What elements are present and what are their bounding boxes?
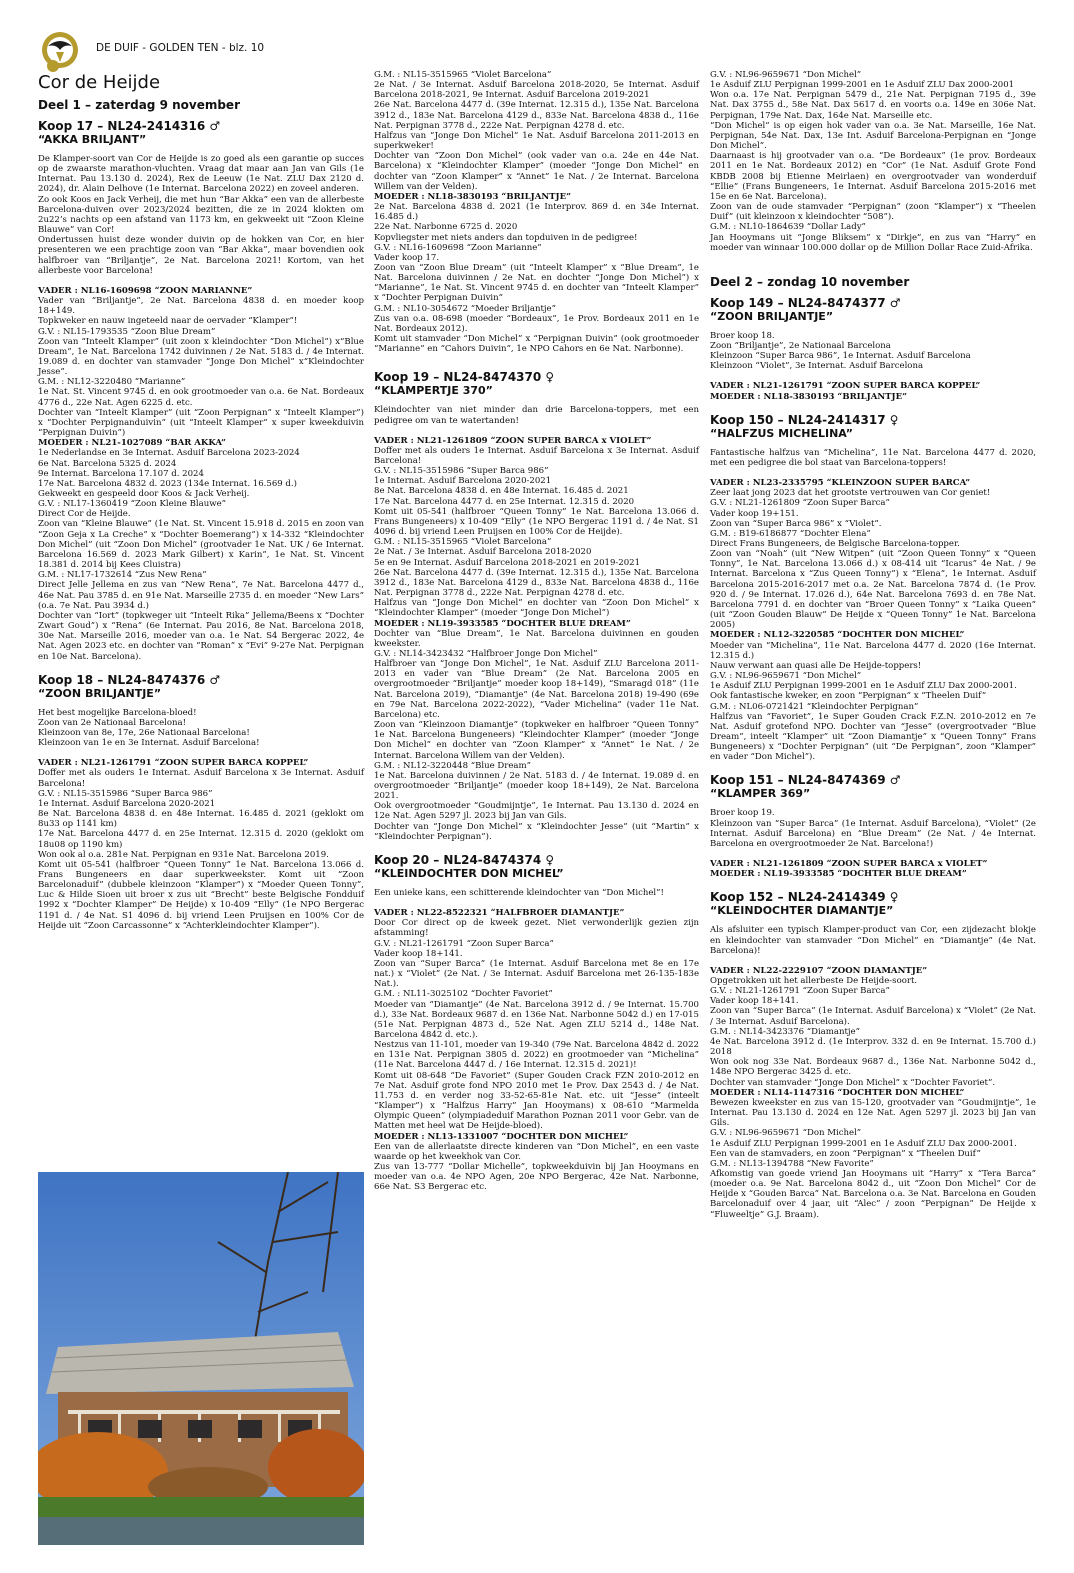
text-line: Zoon van 2e Nationaal Barcelona! [38, 717, 187, 728]
text-line: Zoon van “Super Barca” (1e Internat. Asduif Barcelona) x “Violet” (2e Nat. / 3e Internat. Asduif Barcelona). [710, 1006, 1036, 1027]
text-line: Direct Frans Bungeneers, de Belgische Barcelona-topper. [710, 539, 960, 549]
text-line: G.V. : NL21-1261791 “Zoon Super Barca” [710, 986, 890, 997]
text-line: Vader koop 19+151. [710, 508, 799, 519]
text-line: Moeder van “Diamantje” (4e Nat. Barcelona 3912 d. / 9e Internat. 15.700 d.), 33e Nat. Bordeaux 9687 d. en 136e Nat. Narbonne 5042 d.) en 17-015 (51e Nat. Perpignan 4873 d., 52e Nat. Agen ZLU 5214 d., 148e Nat. Barcelona 4842 d. etc.). [374, 999, 699, 1040]
text-line: 1e Asduif ZLU Perpignan 1999-2001 en 1e Asduif ZLU Dax 2000-2001. [710, 1138, 1017, 1149]
koop-149-heading: Koop 149 – NL24-8474377 ♂ [710, 295, 901, 310]
text-line: G.V. : NL96-9659671 “Don Michel” [710, 671, 862, 682]
text-line: Kleinzoon “Violet”, 3e Internat. Asduif Barcelona [710, 361, 924, 372]
koop-149-moeder-heading: MOEDER : NL18-3830193 “BRILJANTJE” [710, 391, 907, 402]
text-line: “Don Michel” is op eigen hok vader van o.a. 3e Nat. Marseille, 16e Nat. Perpignan, 54e Nat. Dax, 13e Int. Asduif Barcelona-Perpignan en “Jonge Don Michel”. [710, 120, 1036, 152]
koop-151-heading: Koop 151 – NL24-8474369 ♂ [710, 773, 901, 788]
koop-18-gm-lines [374, 80, 699, 192]
koop-20-heading: Koop 20 – NL24-8474374 ♀ [374, 852, 555, 867]
koop-20-name: “KLEINDOCHTER DON MICHEL” [374, 866, 564, 880]
koop-17-intro-1: De Klamper-soort van Cor de Heijde is zo goed als een garantie op succes op de zwaarste marathon-vluchten. Vraag dat maar aan Jan van Gils (1e Internat. Pau 13.130 d. 2024), Rex de Leeuw (1e Nat. ZLU Dax 2120 d. 2024), dr. Alain Delhove (1e Internat. Barcelona 2022) en zoveel anderen. [38, 154, 364, 195]
text-line: 2e Nat. Barcelona 4838 d. 2021 (1e Interprov. 869 d. en 34e Internat. 16.485 d.) [374, 202, 699, 223]
text-line: Halfzus van “Favoriet”, 1e Super Gouden Crack F.Z.N. 2010-2012 en 7e Nat. Asduif grotefond NPO. Dochter van “Jesse” (overgrootvader “Blue Dream”, inteelt “Klamper” uit “Zoon Diamantje” x “Queen Tonny” Frans Bungeneers) x “Dochter Perpignan” (uit “De Perpignan”, zoon “Klamper” en vader “Don Michel”). [710, 711, 1036, 763]
koop-19-heading: Koop 19 – NL24-8474370 ♀ [374, 370, 555, 385]
text-line: 17e Nat. Barcelona 4477 d. en 25e Internat. 12.315 d. 2020 [374, 496, 635, 507]
text-line: Kleinzoon van 8e, 17e, 26e Nationaal Barcelona! [38, 727, 250, 738]
text-line: G.V. : NL15-3515986 “Super Barca 986” [374, 466, 549, 477]
koop-19-vader-lines [374, 446, 699, 619]
koop-149-lines [710, 331, 1036, 372]
koop-17-name: “AKKA BRILJANT” [38, 133, 147, 146]
text-line: G.V. : NL16-1609698 “Zoon Marianne” [374, 242, 542, 253]
text-line: Het best mogelijke Barcelona-bloed! [38, 707, 197, 718]
text-line: 26e Nat. Barcelona 4477 d. (39e Internat. 12.315 d.), 135e Nat. Barcelona 3912 d., 183e Nat. Barcelona 4129 d., 833e Nat. Barcelona 4838 d., 116e Nat. Perpignan 3778 d., 222e Nat. Perpignan 4278 d. etc. [374, 100, 699, 131]
text-line: Zoon van “Super Barca 986” x “Violet”. [710, 518, 882, 529]
text-line: G.V. : NL14-3423432 “Halfbroer Jonge Don Michel” [374, 648, 598, 659]
column-1 [38, 70, 364, 931]
text-line: G.M. : NL17-1732614 “Zus New Rena” [38, 570, 207, 581]
koop-20-vader-heading: VADER : NL22-8522321 “HALFBROER DIAMANTJE” [374, 908, 625, 919]
koop-19-intro: Kleindochter van niet minder dan drie Barcelona-toppers, met een pedigree om van te watertanden! [374, 405, 699, 426]
text-line: Doffer met als ouders 1e Internat. Asduif Barcelona x 3e Internat. Asduif Barcelona! [374, 445, 699, 466]
koop-150-name: “HALFZUS MICHELINA” [710, 426, 854, 440]
text-line: Komt uit 05-541 (halfbroer “Queen Tonny” 1e Nat. Barcelona 13.066 d. Frans Bungeneers) x 10-409 “Elly” (1e NPO Bergerac 1191 d. / 4e Nat. S1 4096 d. bij vriend Leen Pruijsen en 100% Cor de Heijde). [374, 506, 699, 538]
koop-20-intro: Een unieke kans, een schitterende kleindochter van “Don Michel”! [374, 887, 664, 898]
koop-152-vader-lines [710, 976, 1036, 1088]
text-line: 17e Nat. Barcelona 4832 d. 2023 (134e Internat. 16.569 d.) [38, 478, 297, 489]
koop-20-moeder-lines [374, 1142, 699, 1193]
text-line: G.M. : NL15-3515965 “Violet Barcelona” [374, 537, 552, 548]
koop-17-intro-2: Zo ook Koos en Jack Verheij, die met hun “Bar Akka” een van de allerbeste Barcelona-duiven over 2023/2024 bezitten, die ze in 2024 klokten om 2u22’s nachts op een afstand van 1173 km, en gekweekt uit “Zoon Kleine Blauwe” van Cor! [38, 194, 364, 236]
koop-18-moeder-lines [374, 202, 699, 354]
text-line: Vader koop 17. [374, 252, 440, 263]
text-line: Dochter van “Jonge Don Michel” x “Kleindochter Jesse” (uit “Martin” x “Kleindochter Perpignan”). [374, 821, 699, 842]
koop-18-gm-heading: G.M. : NL15-3515965 “Violet Barcelona” [374, 70, 552, 80]
text-line: Dochter van “Inteelt Klamper” (uit “Zoon Perpignan” x “Inteelt Klamper”) x “Dochter Perpignanduivin” (uit “Inteelt Klamper” x super kweekduivin “Perpignan Duivin”) [38, 407, 364, 439]
text-line: 5e en 9e Internat. Asduif Barcelona 2018-2021 en 2019-2021 [374, 557, 641, 568]
koop-152-intro: Als afsluiter een typisch Klamper-product van Cor, een zijdezacht blokje en kleindochter van stamvader “Don Michel” en “Diamantje” (4e Nat. Barcelona)! [710, 925, 1036, 956]
koop-152-heading: Koop 152 – NL24-2414349 ♀ [710, 890, 899, 905]
koop-18-name: “ZOON BRILJANTJE” [38, 686, 162, 700]
text-line: Zoon van de oude stamvader “Perpignan” (zoon “Klamper”) x “Theelen Duif” (uit kleinzoon x kleindochter “508”). [710, 202, 1036, 223]
text-line: G.V. : NL15-1793535 “Zoon Blue Dream” [38, 326, 216, 337]
text-line: Kleinzoon van 1e en 3e Internat. Asduif Barcelona! [38, 738, 260, 749]
text-line: Door Cor direct op de kweek gezet. Niet verwonderlijk gezien zijn afstamming! [374, 918, 699, 939]
koop-151-name: “KLAMPER 369” [710, 787, 811, 801]
text-line: Won o.a. 17e Nat. Perpignan 5479 d., 21e Nat. Perpignan 7195 d., 39e Nat. Dax 3755 d., 58e Nat. Dax 5617 d. en voorts o.a. 149e en 306e Nat. Perpignan, 179e Nat. Dax, 164e Nat. Marseille etc. [710, 90, 1036, 121]
header-text: DE DUIF - GOLDEN TEN - blz. 10 [96, 42, 265, 54]
koop-18-vader-heading: VADER : NL21-1261791 “ZOON SUPER BARCA KOPPEL” [38, 758, 309, 769]
koop-19-name: “KLAMPERTJE 370” [374, 384, 493, 398]
koop-18-heading: Koop 18 – NL24-8474376 ♂ [38, 672, 221, 687]
text-line: Won ook al o.a. 281e Nat. Perpignan en 931e Nat. Barcelona 2019. [38, 849, 329, 860]
text-line: Een van de stamvaders, en zoon “Perpignan” x “Theelen Duif” [710, 1148, 981, 1159]
text-line: Daarnaast is hij grootvader van o.a. “De Bordeaux” (1e prov. Bordeaux 2011 en 1e Nat. Bordeaux 2012) en “Cor” (1e Nat. Asduif Grote Fond KBDB 2008 bij Etienne Meirlaen) en overgrootvader van wonderduif “Ellie” (Frans Bungeneers, 1e Internat. Asduif Barcelona 2015-2016 met 15e en 6e Nat. Barcelona). [710, 151, 1036, 202]
farm-photo [38, 1172, 364, 1545]
text-line: Zoon van “Inteelt Klamper” (uit zoon x kleindochter “Don Michel”) x“Blue Dream”, 1e Nat. Barcelona 1742 duivinnen / 2e Nat. 5183 d. / 4e Internat. 19.089 d. en dochter van stamvader “Jonge Don Michel” x“Kleindochter Jesse”. [38, 336, 364, 378]
text-line: 22e Nat. Narbonne 6725 d. 2020 [374, 222, 518, 233]
text-line: Doffer met als ouders 1e Internat. Asduif Barcelona x 3e Internat. Asduif Barcelona! [38, 768, 364, 789]
text-line: Dochter van “Zoon Don Michel” (ook vader van o.a. 24e en 44e Nat. Barcelona) x “Kleindochter Klamper” (moeder “Jonge Don Michel” en dochter van “Zoon Klamper” x “Annet” 1e Nat. / 2e Internat. Barcelona Willem van der Velden). [374, 151, 699, 192]
text-line: Komt uit stamvader “Don Michel” x “Perpignan Duivin” (ook grootmoeder “Marianne” en “Cahors Duivin”, 1e NPO Cahors en 6e Nat. Narbonne). [374, 334, 699, 355]
text-line: 8e Nat. Barcelona 4838 d. en 48e Internat. 16.485 d. 2021 [374, 486, 629, 497]
text-line: Direct Cor de Heijde. [38, 509, 131, 520]
text-line: Komt uit 05-541 (halfbroer “Queen Tonny” 1e Nat. Barcelona 13.066 d. Frans Bungeneers en daar superkweekster. Komt uit “Zoon Barcelonaduif” (dubbele kleinzoon “Klamper”) x “Moeder Queen Tonny”, Luc & Hilde Sioen uit broer x zus uit “Brecht” beste Belgische Fondduif 1992 x “Dochter Klamper” De Heijde) x 10-409 “Elly” (1e NPO Bergerac 1191 d. / 4e Nat. S1 4096 d. bij vriend Leen Pruijsen en 100% Cor de Heijde uit “Zoon Carcassonne” x “Achterkleindochter Klamper”). [38, 859, 364, 931]
text-line: Vader koop 18+141. [710, 996, 799, 1007]
text-line: Ook fantastische kweker, en zoon “Perpignan” x “Theelen Duif” [710, 691, 987, 702]
koop-149-vader-heading: VADER : NL21-1261791 “ZOON SUPER BARCA KOPPEL” [710, 381, 981, 392]
koop-152-moeder-heading: MOEDER : NL14-1147316 “DOCHTER DON MICHEL” [710, 1087, 965, 1098]
koop-150-vader-heading: VADER : NL23-2335795 “KLEINZOON SUPER BARCA” [710, 478, 971, 489]
text-line: Zoon van “Zoon Blue Dream” (uit “Inteelt Klamper” x “Blue Dream”, 1e Nat. Barcelona duivinnen / 2e Nat. en dochter “Jonge Don Michel”) x “Marianne”, 1e Nat. St. Vincent 9745 d. en dochter van “Inteelt Klamper” x “Dochter Perpignan Duivin” [374, 262, 699, 304]
text-line: G.M. : B19-6186877 “Dochter Elena” [710, 528, 871, 539]
koop-19-vader-heading: VADER : NL21-1261809 “ZOON SUPER BARCA x VIOLET” [374, 435, 652, 446]
text-line: 8e Nat. Barcelona 4838 d. en 48e Internat. 16.485 d. 2021 (geklokt om 8u33 op 1141 km) [38, 809, 364, 830]
koop-20-moeder-heading: MOEDER : NL13-1331007 “DOCHTER DON MICHEL” [374, 1131, 629, 1142]
text-line: Zeer laat jong 2023 dat het grootste vertrouwen van Cor geniet! [710, 488, 991, 499]
koop-17-moeder-lines [38, 448, 364, 661]
text-line: G.M. : NL12-3220448 “Blue Dream” [374, 760, 531, 771]
text-line: 1e Internat. Asduif Barcelona 2020-2021 [374, 476, 552, 487]
text-line: Direct Jelle Jellema en zus van “New Rena”, 7e Nat. Barcelona 4477 d., 46e Nat. Pau 3785 d. en 91e Nat. Marseille 2735 d. en moeder “New Lars” (o.a. 7e Nat. Pau 3934 d.) [38, 580, 364, 611]
text-line: Halfzus van “Jonge Don Michel” en dochter van “Zoon Don Michel” x “Kleindochter Klamper” (moeder “Jonge Don Michel”) [374, 598, 699, 619]
text-line: Vader koop 18+141. [374, 948, 463, 959]
text-line: Dochter van “Blue Dream”, 1e Nat. Barcelona duivinnen en gouden kweekster. [374, 628, 699, 649]
text-line: Ook overgrootmoeder “Goudmijntje”, 1e Internat. Pau 13.130 d. 2024 en 12e Nat. Agen 5297 jl. 2023 bij Jan van Gils. [374, 801, 699, 822]
text-line: Halfbroer van “Jonge Don Michel”, 1e Nat. Asduif ZLU Barcelona 2011-2013 en vader van “Blue Dream” (2e Nat. Barcelona 2005 en overgrootmoeder “Briljantje” moeder koop 18+149), “Smaragd 018” (11e Nat. Barcelona 2019), “Diamantje” (4e Nat. Barcelona 2018) 19-490 (69e en 79e Nat. Barcelona 2022-2022), “Vader Michelina” (vader 11e Nat. Barcelona) etc. [374, 659, 699, 720]
text-line: 1e Nat. Barcelona duivinnen / 2e Nat. 5183 d. / 4e Internat. 19.089 d. en overgrootmoeder “Briljantje” (moeder koop 18+149), 2e Nat. Barcelona 2021. [374, 770, 699, 802]
text-line: G.V. : NL21-1261809 “Zoon Super Barca” [710, 498, 890, 509]
koop-17-vader-lines [38, 296, 364, 438]
koop-17-vader-heading: VADER : NL16-1609698 “ZOON MARIANNE” [38, 285, 253, 296]
koop-18-vader-lines [38, 768, 364, 931]
koop-151-moeder-heading: MOEDER : NL19-3933585 “DOCHTER BLUE DREAM” [710, 869, 967, 880]
text-line: Zoon “Briljantje”, 2e Nationaal Barcelona [710, 340, 891, 351]
text-line: Zoon van “Super Barca” (1e Internat. Asduif Barcelona met 8e en 17e nat.) x “Violet” (2e Nat. / 3e Internat. Asduif Barcelona met 26-135-183e Nat.). [374, 958, 699, 990]
koop-150-moeder-heading: MOEDER : NL12-3220585 “DOCHTER DON MICHEL” [710, 630, 965, 641]
text-line: 17e Nat. Barcelona 4477 d. en 25e Internat. 12.315 d. 2020 (geklokt om 18u08 op 1190 km) [38, 829, 364, 850]
text-line: G.V. : NL21-1261791 “Zoon Super Barca” [374, 938, 554, 949]
koop-150-heading: Koop 150 – NL24-2414317 ♀ [710, 412, 899, 427]
column-2 [374, 70, 699, 1192]
text-line: Zus van 13-777 “Dollar Michelle”, topkweekduivin bij Jan Hooymans en moeder van o.a. 4e NPO Agen, 20e NPO Bergerac, 42e Nat. Narbonne, 66e Nat. S3 Bergerac etc. [374, 1162, 699, 1193]
koop-152-moeder-lines [710, 1098, 1036, 1220]
koop-18-moeder-heading: MOEDER : NL18-3830193 “BRILJANTJE” [374, 191, 571, 202]
text-line: Topkweker en nauw ingeteeld naar de oervader “Klamper”! [38, 316, 298, 327]
text-line: 1e Nederlandse en 3e Internat. Asduif Barcelona 2023-2024 [38, 448, 300, 459]
text-line: Gekweekt en gespeeld door Koos & Jack Verheij. [38, 489, 250, 499]
text-line: Nauw verwant aan quasi alle De Heijde-toppers! [710, 660, 922, 671]
koop-151-intro-2: Kleinzoon van “Super Barca” (1e Internat. Asduif Barcelona), “Violet” (2e Internat. Asduif Barcelona) en “Blue Dream” (2e Nat. / 4e Internat. Barcelona en overgrootmoeder 2e Nat. Barcelona!) [710, 818, 1036, 849]
koop-150-intro: Fantastische halfzus van “Michelina”, 11e Nat. Barcelona 4477 d. 2020, met een pedigree die bol staat van Barcelona-toppers! [710, 447, 1036, 468]
text-line: Won ook nog 33e Nat. Bordeaux 9687 d., 136e Nat. Narbonne 5042 d., 148e NPO Bergerac 3425 d. etc. [710, 1057, 1036, 1078]
koop-17-moeder-heading: MOEDER : NL21-1027089 “BAR AKKA” [38, 438, 226, 449]
text-line: Halfzus van “Jonge Don Michel” 1e Nat. Asduif Barcelona 2011-2013 en superkweker! [374, 130, 699, 152]
text-line: Komt uit 08-648 “De Favoriet” (Super Gouden Crack FZN 2010-2012 en 7e Nat. Asduif grote fond NPO 2010 met 1e Prov. Dax 2543 d. / 4e Nat. 11.753 d. en verder nog 33-52-65-81e Nat. etc. uit “Jesse” (inteelt “Klamper”) x “Halfzus Harry” Jan Hooymans) x 08-610 “Marmelda Olympic Queen” (olympiadeduif Marathon Poznan 2011 voor Gebr. van de Matten met heel wat De Heijde-bloed). [374, 1070, 699, 1132]
koop-19-moeder-lines [374, 629, 699, 842]
text-line: G.M. : NL13-1394788 “New Favorite” [710, 1158, 874, 1169]
koop-151-vader-heading: VADER : NL21-1261809 “ZOON SUPER BARCA x VIOLET” [710, 859, 988, 870]
text-line: 1e Asduif ZLU Perpignan 1999-2001 en 1e Asduif ZLU Dax 2000-2001. [710, 681, 1017, 692]
text-line: Dochter van “Iort” (topkweger uit “Inteelt Rika” Jellema/Beens x “Dochter Zwart Goud”) x “Rena” (6e Internat. Pau 2016, 8e Nat. Barcelona 2018, 30e Nat. Marseille 2016, moeder van o.a. 1e Nat. S4 Bergerac 2022, 4e Nat. Agen 2023 etc. en dochter van “Roman” x “Evi” 9-27e Nat. Perpignan en 10e Nat. Barcelona). [38, 610, 364, 662]
text-line: Afkomstig van goede vriend Jan Hooymans uit “Harry” x “Tera Barca” (moeder o.a. 9e Nat. Barcelona 8042 d., uit “Zoon Don Michel” Cor de Heijde x “Gouden Barca” Nat. Barcelona o.a. 3e Nat. Barcelona en Gouden Barcelonaduif over 4 jaar, uit “Alec” / zoon “Perpignan” De Heijde x “Fluweeltje” G.J. Braam). [710, 1168, 1036, 1220]
text-line: 4e Nat. Barcelona 3912 d. (1e Interprov. 332 d. en 9e Internat. 15.700 d.) 2018 [710, 1036, 1036, 1058]
text-line: 2e Nat. / 3e Internat. Asduif Barcelona 2018-2020 [374, 547, 592, 558]
text-line: Zoon van “Kleine Blauwe” (1e Nat. St. Vincent 15.918 d. 2015 en zoon van “Zoon Geja x La Creche” x “Dochter Boemerang”) x 14-332 “Kleindochter Don Michel” (uit “Zoon Don Michel” (grootvader 1e Nat. UK / 6e Internat. Barcelona 16.569 d. 2023 Mark Gilbert) x Karin”, 1e Nat. St. Vincent 18.381 d. 2014 bij Kees Cluistra) [38, 519, 364, 571]
text-line: G.M. : NL14-3423376 “Diamantje” [710, 1026, 860, 1037]
text-line: Kleinzoon “Super Barca 986”, 1e Internat. Asduif Barcelona [710, 351, 971, 362]
text-line: G.M. : NL10-3054672 “Moeder Briljantje” [374, 303, 556, 314]
duif-logo-icon [38, 28, 84, 74]
koop-150-vader-lines [710, 488, 1036, 630]
text-line: Zoon van “Noah” (uit “New Witpen” (uit “Zoon Queen Tonny” x “Queen Tonny”, 1e Nat. Barcelona 13.066 d.) x 08-414 uit “Icarus” 4e Nat. / 9e Internat. Barcelona x “Zus Queen Tonny”) x “Elena”, 1e Internat. Asduif Barcelona 2015-2016-2017 met o.a. 2e Nat. Barcelona 7874 d. (1e Prov. 920 d. / 9e Internat. 17.026 d.), 64e Nat. Barcelona 7693 d. en 78e Nat. Barcelona 7791 d. en dochter van “Broer Queen Tonny” x “Laika Queen” (uit “Zoon Gouden Blauw” De Heijde x “Queen Tonny” 1e Nat. Barcelona 2005) [710, 549, 1036, 631]
text-line: Zus van o.a. 08-698 (moeder “Bordeaux”, 1e Prov. Bordeaux 2011 en 1e Nat. Bordeaux 2012). [374, 313, 699, 334]
text-line: G.V. : NL96-9659671 “Don Michel” [710, 1128, 862, 1139]
koop-150-moeder-lines [710, 641, 1036, 763]
koop-149-name: “ZOON BRILJANTJE” [710, 309, 834, 323]
koop-151-intro: Broer koop 19. [710, 808, 775, 819]
text-line: Opgetrokken uit het allerbeste De Heijde-soort. [710, 976, 918, 986]
text-line: G.M. : NL11-3025102 “Dochter Favoriet” [374, 989, 553, 1000]
koop-152-name: “KLEINDOCHTER DIAMANTJE” [710, 904, 894, 918]
koop-20-vader-lines [374, 918, 699, 1131]
koop-19-moeder-heading: MOEDER : NL19-3933585 “DOCHTER BLUE DREAM” [374, 618, 631, 629]
koop-20-gv-heading: G.V. : NL96-9659671 “Don Michel” [710, 70, 862, 80]
text-line: G.M. : NL06-0721421 “Kleindochter Perpignan” [710, 701, 919, 712]
text-line: Moeder van “Michelina”, 11e Nat. Barcelona 4477 d. 2020 (16e Internat. 12.315 d.) [710, 640, 1036, 661]
text-line: Een van de allerlaatste directe kinderen van “Don Michel”, en een vaste waarde op het kweekhok van Cor. [374, 1141, 699, 1162]
article-title: Cor de Heijde [38, 72, 161, 93]
text-line: 2e Nat. / 3e Internat. Asduif Barcelona 2018-2020, 5e Internat. Asduif Barcelona 2018-2021, 9e Internat. Asduif Barcelona 2019-2021 [374, 80, 699, 101]
text-line: Bewezen kweekster en zus van 15-120, grootvader van “Goudmijntje”, 1e Internat. Pau 13.130 d. 2024 en 12e Nat. Agen 5297 jl. 2023 bij Jan van Gils. [710, 1097, 1036, 1129]
text-line: Kopvliegster met niets anders dan topduiven in de pedigree! [374, 232, 638, 243]
house-photo-illustration [38, 1172, 364, 1545]
text-line: G.V. : NL17-1360419 “Zoon Kleine Blauwe” [38, 499, 227, 510]
text-line: 1e Internat. Asduif Barcelona 2020-2021 [38, 798, 216, 809]
text-line: 1e Nat. St. Vincent 9745 d. en ook grootmoeder van o.a. 6e Nat. Bordeaux 4776 d., 22e Nat. Agen 6225 d. etc. [38, 387, 364, 408]
text-line: Zoon van “Kleinzoon Diamantje” (topkweker en halfbroer “Queen Tonny” 1e Nat. Barcelona Bungeneers) “Kleindochter Klamper” (moeder “Jonge Don Michel” en dochter van “Zoon Klamper” x “Annet” 1e Nat. / 2e Internat. Barcelona Willem van der Velden). [374, 720, 699, 761]
text-line: Broer koop 18. [710, 330, 775, 341]
text-line: G.V. : NL15-3515986 “Super Barca 986” [38, 788, 213, 799]
column-3 [710, 70, 1036, 1220]
koop-18-intro-lines [38, 708, 364, 749]
text-line: 26e Nat. Barcelona 4477 d. (39e Internat. 12.315 d.), 135e Nat. Barcelona 3912 d., 183e Nat. Barcelona 4129 d., 833e Nat. Barcelona 4838 d., 116e Nat. Perpignan 3778 d., 222e Nat. Perpignan 4278 d. etc. [374, 567, 699, 599]
koop-17-heading: Koop 17 – NL24-2414316 ♂ [38, 119, 221, 133]
text-line: Dochter van stamvader “Jonge Don Michel” x “Dochter Favoriet”. [710, 1077, 996, 1088]
deel-2-heading: Deel 2 – zondag 10 november [710, 274, 910, 289]
text-line: G.M. : NL10-1864639 “Dollar Lady” [710, 222, 866, 233]
koop-20-gv-lines [710, 80, 1036, 253]
text-line: 9e Internat. Barcelona 17.107 d. 2024 [38, 468, 204, 479]
text-line: 1e Asduif ZLU Perpignan 1999-2001 en 1e Asduif ZLU Dax 2000-2001 [710, 80, 1015, 91]
deel-1-heading: Deel 1 – zaterdag 9 november [38, 98, 240, 112]
text-line: Vader van “Briljantje”, 2e Nat. Barcelona 4838 d. en moeder koop 18+149. [38, 296, 364, 317]
text-line: Nestzus van 11-101, moeder van 19-340 (79e Nat. Barcelona 4842 d. 2022 en 131e Nat. Perpignan 3805 d. 2022) en grootmoeder van “Michelina” (11e Nat. Barcelona 4447 d. / 16e Internat. 12.315 d. 2021)! [374, 1040, 699, 1071]
koop-152-vader-heading: VADER : NL22-2229107 “ZOON DIAMANTJE” [710, 965, 928, 976]
text-line: G.M. : NL12-3220480 “Marianne” [38, 377, 186, 388]
text-line: Jan Hooymans uit “Jonge Bliksem” x “Dirkje”, en zus van “Harry” en moeder van winnaar 100.000 dollar op de Million Dollar Race Zuid-Afrika. [710, 232, 1036, 253]
koop-17-intro-3: Ondertussen huist deze wonder duivin op de hokken van Cor, en hier presenteren we een prachtige zoon van “Bar Akka”, maar bovendien ook halfbroer van “Briljantje”, 2e Nat. Barcelona 2021! Kortom, van het allerbeste voor Barcelona! [38, 235, 364, 276]
text-line: 6e Nat. Barcelona 5325 d. 2024 [38, 458, 177, 469]
